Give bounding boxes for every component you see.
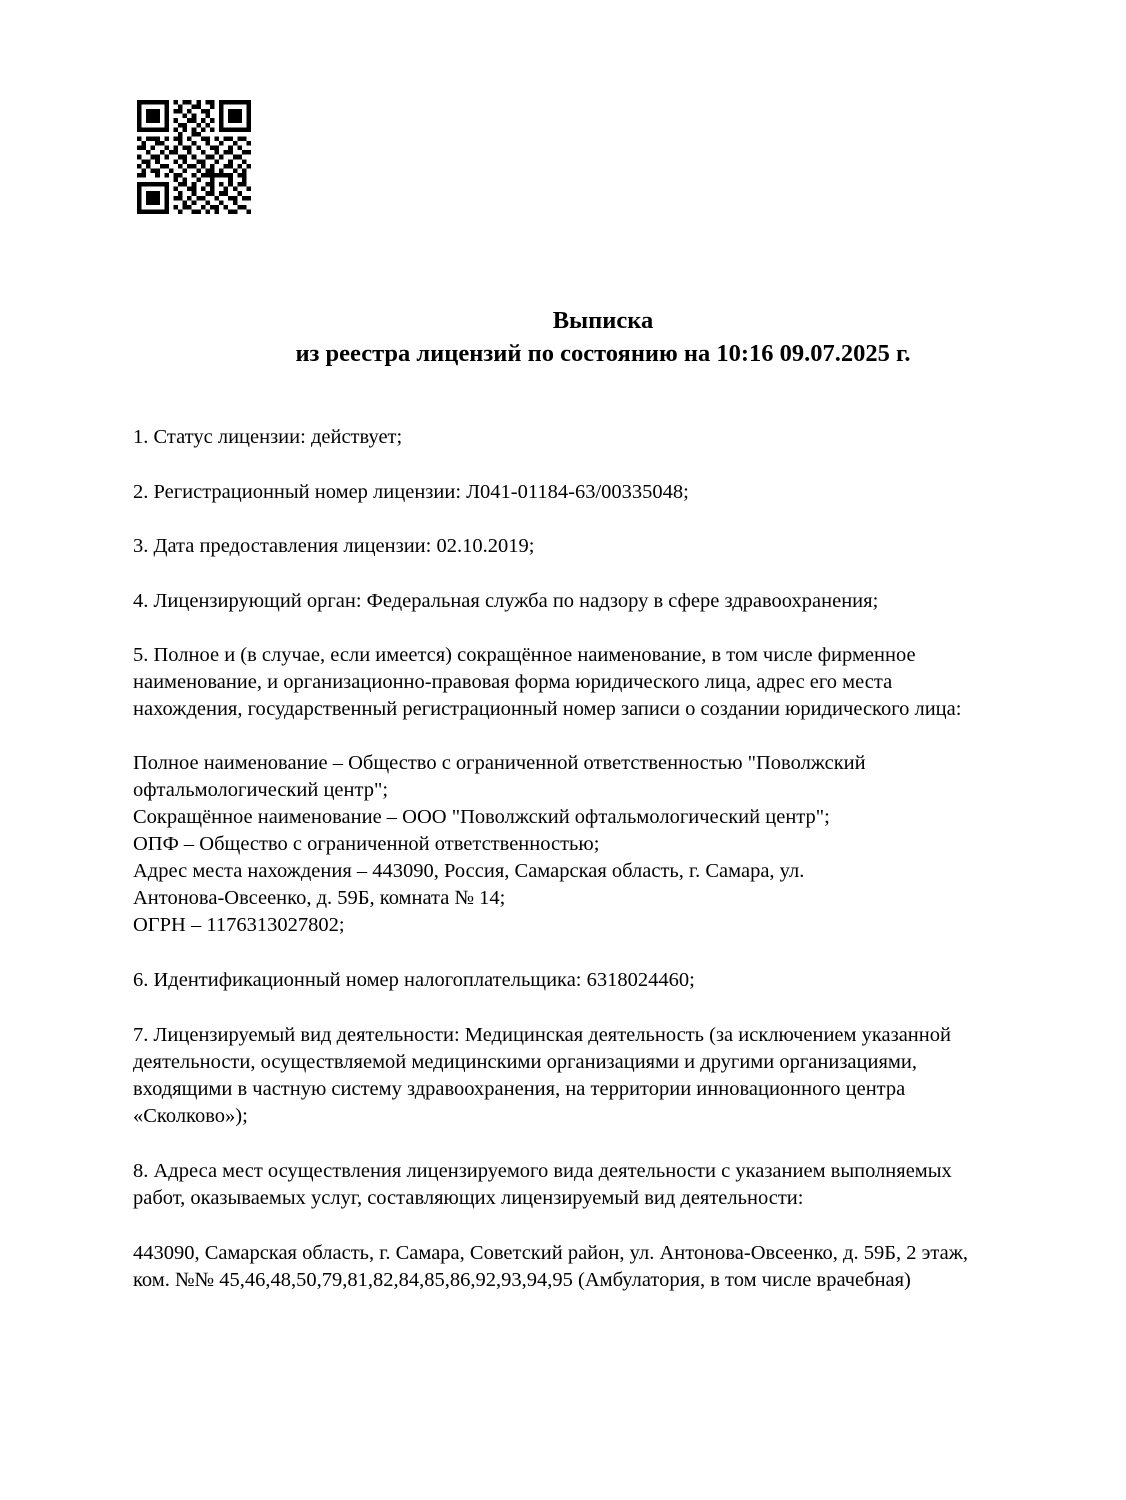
org-details-line: Сокращённое наименование – ООО "Поволжский офтальмологический центр";: [133, 806, 830, 828]
item-status-text: 1. Статус лицензии: действует;: [133, 426, 403, 448]
org-details-line: Адрес места нахождения – 443090, Россия, Самарская область, г. Самара, ул.: [133, 860, 805, 882]
item-7-line: входящими в частную систему здравоохранения, на территории инновационного центра: [133, 1078, 906, 1100]
item-7-line: 7. Лицензируемый вид деятельности: Медицинская деятельность (за исключением указанной: [133, 1024, 951, 1046]
title-line-2: из реестра лицензий по состоянию на 10:16 09.07.2025 г.: [295, 340, 911, 367]
org-details-line: ОГРН – 1176313027802;: [133, 914, 345, 936]
item-8: [133, 1158, 1093, 1212]
address-block: [133, 1240, 1093, 1294]
item-date: [133, 533, 1093, 560]
org-details-line: Антонова-Овсеенко, д. 59Б, комната № 14;: [133, 887, 506, 909]
item-7-line: «Сколково»);: [133, 1105, 248, 1127]
item-8-line: 8. Адреса мест осуществления лицензируемого вида деятельности с указанием выполняемых: [133, 1160, 952, 1182]
address-line: ком. №№ 45,46,48,50,79,81,82,84,85,86,92,93,94,95 (Амбулатория, в том числе врачебная): [133, 1269, 911, 1291]
item-7-line: деятельности, осуществляемой медицинскими организациями и другими организациями,: [133, 1051, 917, 1073]
title-line-1: Выписка: [552, 307, 654, 334]
qr-code-image: [137, 100, 251, 214]
qr-code: [137, 100, 251, 214]
item-5-line: наименование, и организационно-правовая форма юридического лица, адрес его места: [133, 671, 893, 693]
item-status: [133, 424, 1093, 451]
item-5-line: нахождения, государственный регистрационный номер записи о создании юридического лица:: [133, 698, 962, 720]
document-title: [0, 304, 1126, 370]
org-details: [133, 750, 1093, 939]
item-7: [133, 1022, 1093, 1130]
item-5: [133, 642, 1093, 723]
item-5-line: 5. Полное и (в случае, если имеется) сокращённое наименование, в том числе фирменное: [133, 644, 916, 666]
org-details-line: ОПФ – Общество с ограниченной ответственностью;: [133, 833, 600, 855]
item-8-line: работ, оказываемых услуг, составляющих лицензируемый вид деятельности:: [133, 1187, 804, 1209]
item-inn: [133, 967, 1093, 994]
item-reg-number: [133, 479, 1093, 506]
item-date-text: 3. Дата предоставления лицензии: 02.10.2019;: [133, 535, 535, 557]
org-details-line: офтальмологический центр";: [133, 779, 389, 801]
item-authority-text: 4. Лицензирующий орган: Федеральная служба по надзору в сфере здравоохранения;: [133, 590, 879, 612]
item-authority: [133, 588, 1093, 615]
address-line: 443090, Самарская область, г. Самара, Советский район, ул. Антонова-Овсеенко, д. 59Б, 2 этаж,: [133, 1242, 968, 1264]
item-reg-number-text: 2. Регистрационный номер лицензии: Л041-01184-63/00335048;: [133, 481, 689, 503]
org-details-line: Полное наименование – Общество с ограниченной ответственностью "Поволжский: [133, 752, 866, 774]
item-inn-text: 6. Идентификационный номер налогоплательщика: 6318024460;: [133, 969, 695, 991]
